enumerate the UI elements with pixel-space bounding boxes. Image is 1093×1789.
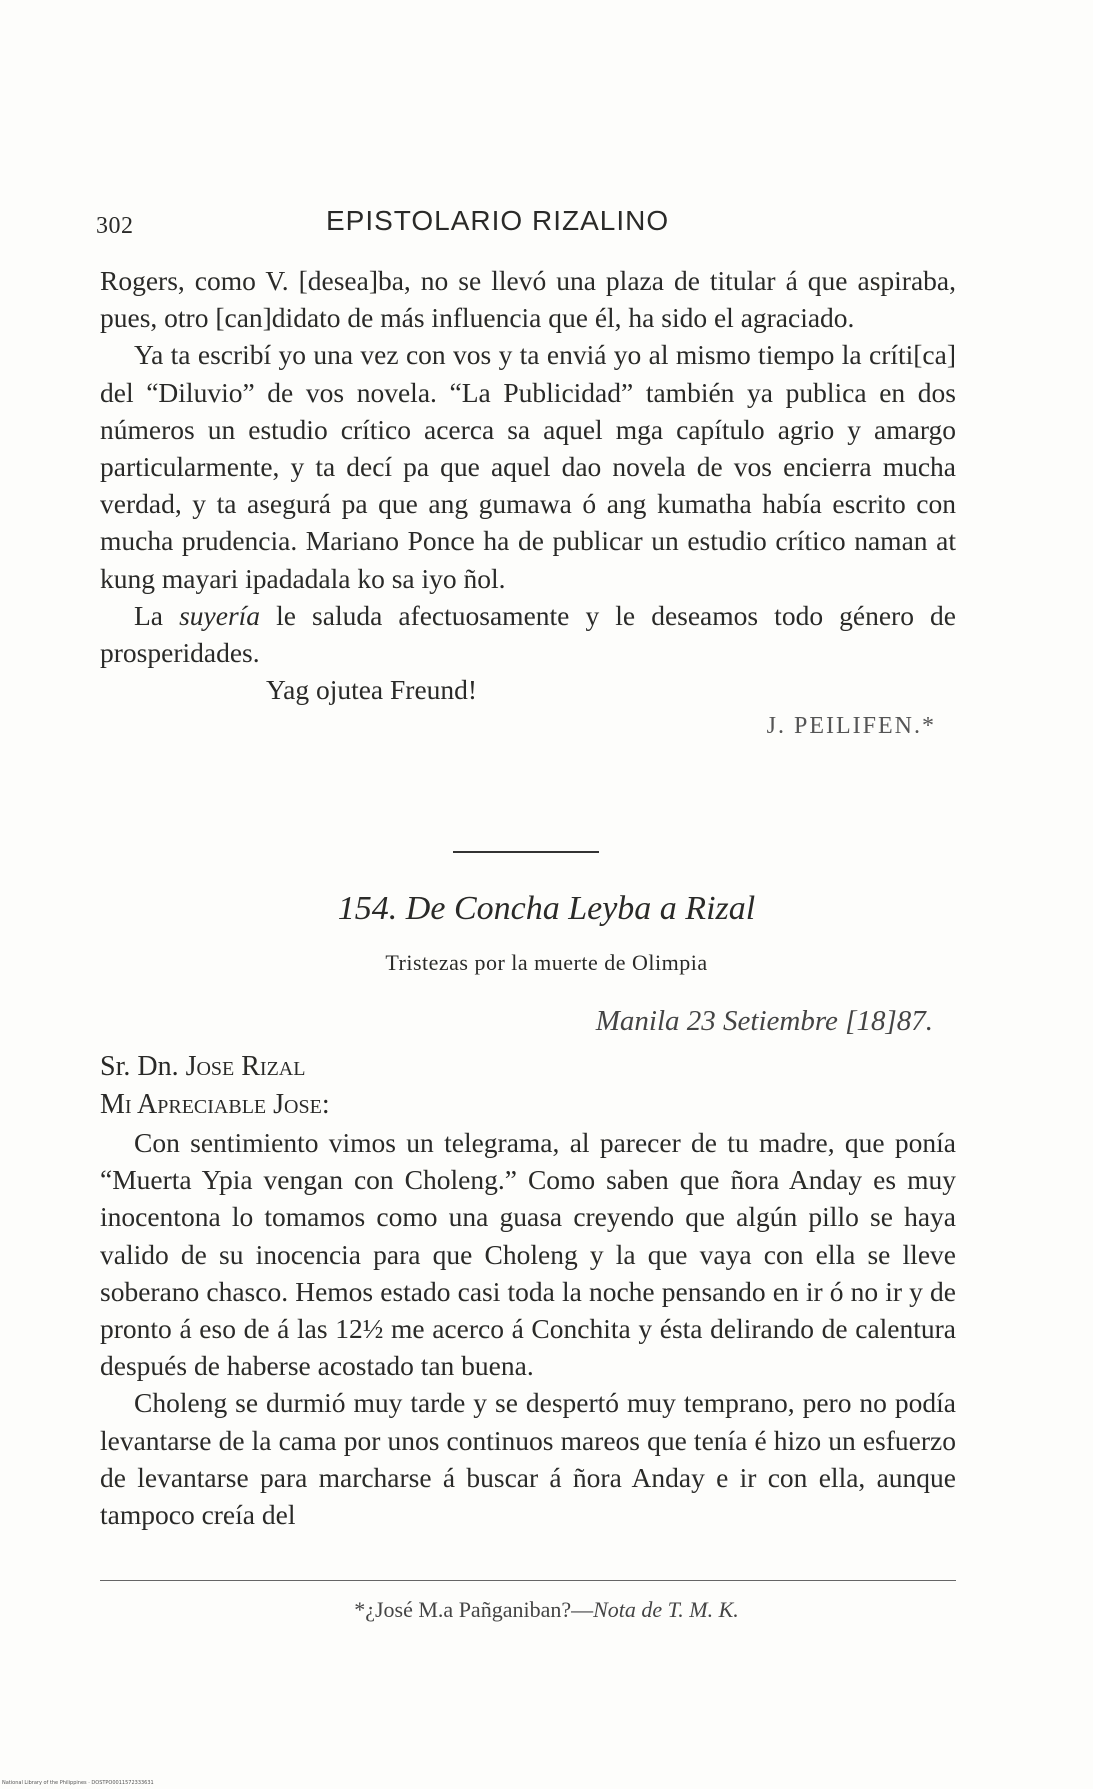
paragraph: Choleng se durmió muy tarde y se despertó muy temprano, pero no podía levantarse de la cama por unos continuos mareos que tenía é hizo un esfuerzo de levantarse para marcharse á buscar á ñora Anday e ir con ella, aunque tampoco creía del xyxy=(100,1387,956,1531)
footnote-divider xyxy=(100,1580,956,1581)
greeting-line: Mi Apreciable Jose: xyxy=(100,1089,330,1120)
paragraph: Rogers, como V. [desea]ba, no se llevó una plaza de titular á que aspiraba, pues, otro [can]didato de más influencia que él, ha sido el agraciado. xyxy=(100,265,956,334)
signature: J. PEILIFEN.* xyxy=(766,713,936,740)
previous-letter-text xyxy=(100,262,956,746)
scan-credit: National Library of the Philippines · DOSTPO0011572333631 xyxy=(2,1780,154,1786)
page-header xyxy=(96,205,966,245)
paragraph: Ya ta escribí yo una vez con vos y ta enviá yo al mismo tiempo la críti[ca] del “Diluvio” de vos novela. “La Publicidad” también ya publica en dos números un estudio crítico acerca sa aquel mga capítulo agrio y amargo particularmente, y ta decí pa que aquel dao novela de vos encierra mucha verdad, y ta asegurá pa que ang gumawa ó ang kumatha había escrito con mucha prudencia. Mariano Ponce ha de publicar un estudio crítico naman at kung mayari ipadadala ko sa iyo ñol. xyxy=(100,339,956,594)
paragraph: La suyería le saluda afectuosamente y le deseamos todo género de prosperidades. xyxy=(100,599,956,669)
letter-closing: Yag ojutea Freund! xyxy=(266,674,478,706)
running-title: EPISTOLARIO RIZALINO xyxy=(326,205,670,236)
letter-dateline: Manila 23 Setiembre [18]87. xyxy=(595,1005,933,1037)
addressee-line: Sr. Dn. Jose Rizal xyxy=(100,1051,306,1082)
page-number: 302 xyxy=(96,213,134,239)
footnote: *¿José M.a Pañganiban?—Nota de T. M. K. xyxy=(354,1597,739,1622)
section-divider xyxy=(453,851,599,853)
addressee-name: Jose Rizal xyxy=(185,1051,306,1082)
italic-word: suyería xyxy=(179,599,261,631)
letter-body xyxy=(100,1124,956,1533)
letter-subtitle: Tristezas por la muerte de Olimpia xyxy=(385,950,708,975)
letter-title: 154. De Concha Leyba a Rizal xyxy=(337,890,756,927)
paragraph: Con sentimiento vimos un telegrama, al parecer de tu madre, que ponía “Muerta Ypia vengan con Choleng.” Como saben que ñora Anday es muy inocentona lo tomamos como una guasa creyendo que algún pillo se haya valido de su inocencia para que Choleng y la que vaya con ella se lleve soberano chasco. Hemos estado casi toda la noche pensando en ir ó no ir y de pronto á eso de á las 12½ me acerco á Conchita y ésta delirando de calentura después de haberse acostado tan buena. xyxy=(100,1127,956,1382)
salutation-block xyxy=(100,1048,330,1124)
footnote-note: Nota de T. M. K. xyxy=(593,1597,739,1622)
